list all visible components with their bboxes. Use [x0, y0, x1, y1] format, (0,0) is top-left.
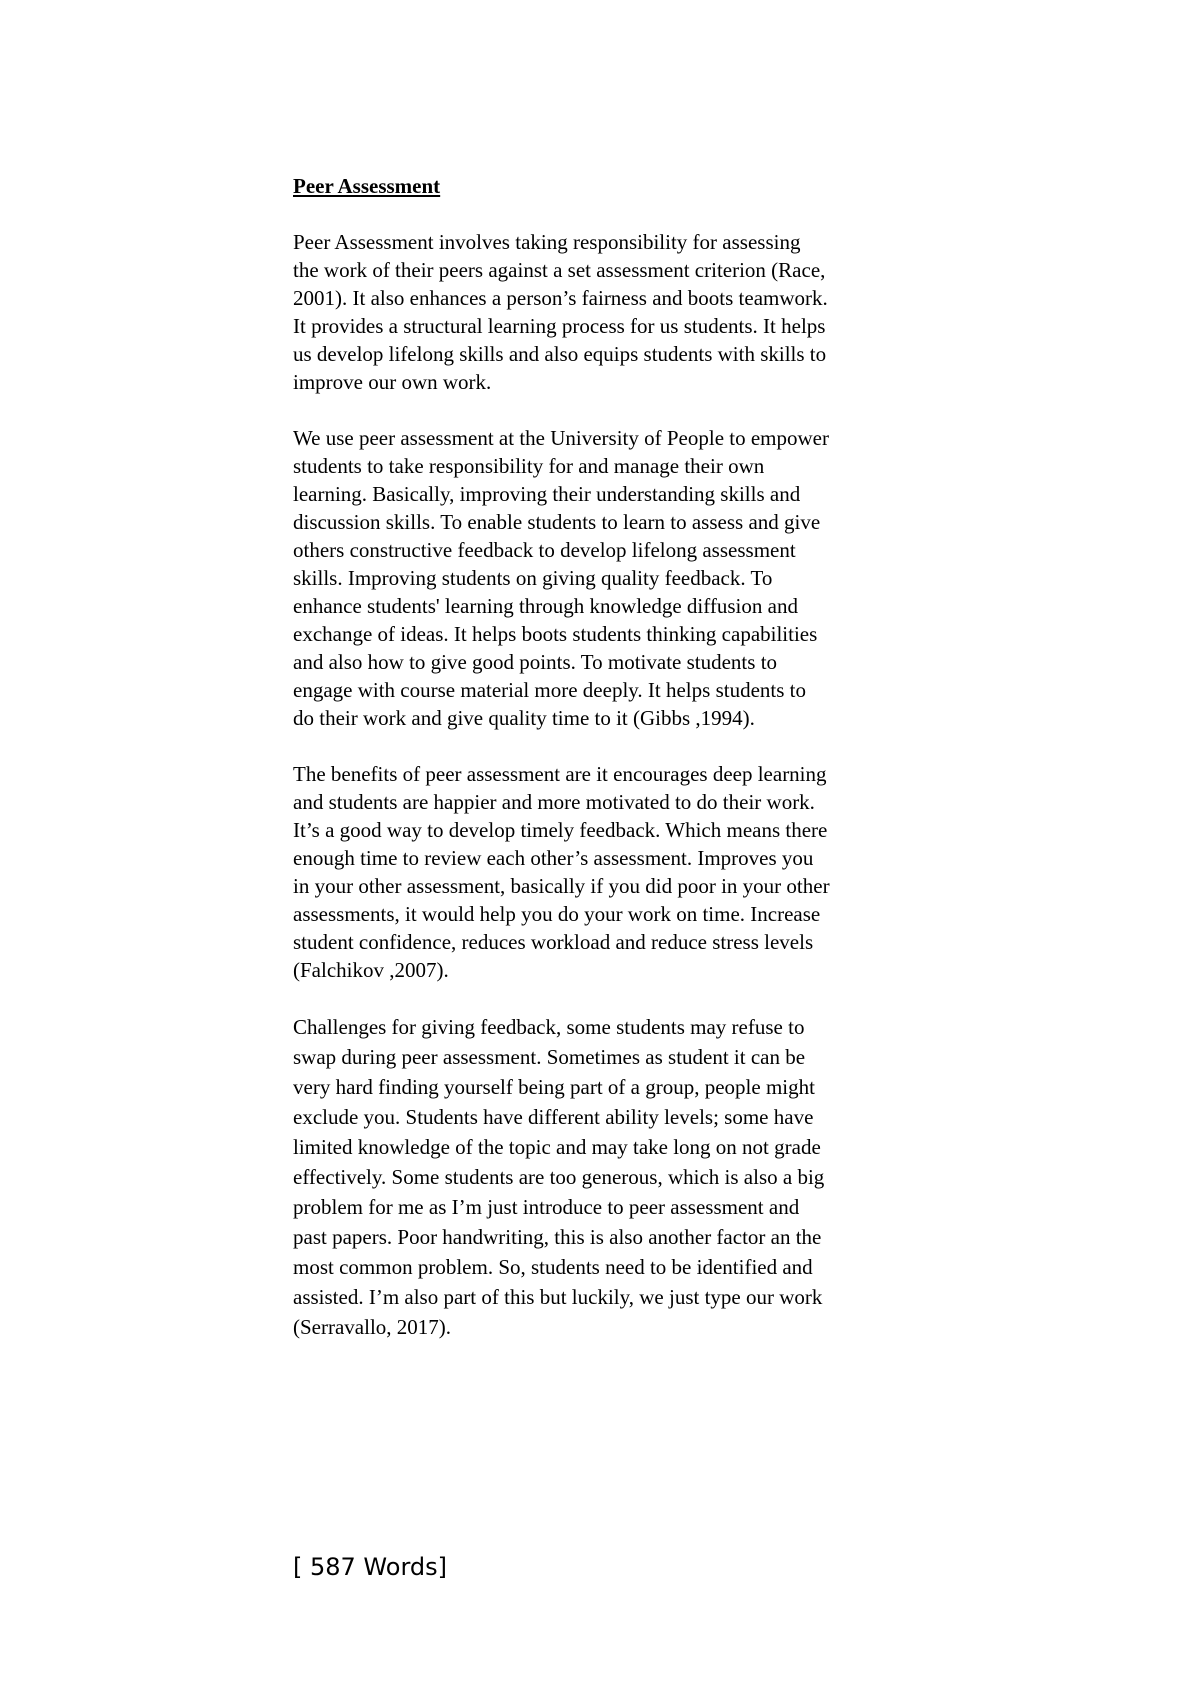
text-line: skills. Improving students on giving quality feedback. To	[293, 566, 773, 590]
text-line: past papers. Poor handwriting, this is also another factor an the	[293, 1225, 822, 1249]
text-line: enhance students' learning through knowledge diffusion and	[293, 594, 798, 618]
text-line: It’s a good way to develop timely feedback. Which means there	[293, 818, 828, 842]
text-line: swap during peer assessment. Sometimes as student it can be	[293, 1045, 806, 1069]
text-line: student confidence, reduces workload and reduce stress levels	[293, 930, 814, 954]
paragraph	[293, 228, 933, 396]
text-line: assisted. I’m also part of this but luckily, we just type our work	[293, 1285, 823, 1309]
text-line: (Falchikov ,2007).	[293, 958, 449, 982]
text-line: Peer Assessment involves taking responsibility for assessing	[293, 230, 801, 254]
text-line: It provides a structural learning process for us students. It helps	[293, 314, 826, 338]
text-line: learning. Basically, improving their understanding skills and	[293, 482, 801, 506]
text-line: The benefits of peer assessment are it encourages deep learning	[293, 762, 827, 786]
text-line: We use peer assessment at the University of People to empower	[293, 426, 829, 450]
text-line: very hard finding yourself being part of a group, people might	[293, 1075, 815, 1099]
text-line: 2001). It also enhances a person’s fairness and boots teamwork.	[293, 286, 828, 310]
text-line: enough time to review each other’s assessment. Improves you	[293, 846, 814, 870]
document-title: Peer Assessment	[293, 174, 441, 198]
text-line: the work of their peers against a set assessment criterion (Race,	[293, 258, 826, 282]
word-count-label: [ 587 Words]	[293, 1553, 447, 1581]
text-line: engage with course material more deeply. It helps students to	[293, 678, 806, 702]
text-line: and students are happier and more motivated to do their work.	[293, 790, 815, 814]
paragraph	[293, 1012, 933, 1342]
paragraphs-container	[293, 228, 933, 1342]
text-line: assessments, it would help you do your work on time. Increase	[293, 902, 821, 926]
text-line: most common problem. So, students need to be identified and	[293, 1255, 813, 1279]
text-line: Challenges for giving feedback, some students may refuse to	[293, 1015, 805, 1039]
text-line: do their work and give quality time to it (Gibbs ,1994).	[293, 706, 755, 730]
text-line: exclude you. Students have different ability levels; some have	[293, 1105, 814, 1129]
text-line: exchange of ideas. It helps boots students thinking capabilities	[293, 622, 818, 646]
text-line: (Serravallo, 2017).	[293, 1315, 452, 1339]
document-body	[293, 172, 933, 1370]
text-line: improve our own work.	[293, 370, 492, 394]
text-line: problem for me as I’m just introduce to peer assessment and	[293, 1195, 800, 1219]
paragraph	[293, 760, 933, 984]
text-line: in your other assessment, basically if you did poor in your other	[293, 874, 830, 898]
text-line: others constructive feedback to develop lifelong assessment	[293, 538, 796, 562]
text-line: effectively. Some students are too generous, which is also a big	[293, 1165, 825, 1189]
text-line: limited knowledge of the topic and may take long on not grade	[293, 1135, 821, 1159]
paragraph	[293, 424, 933, 732]
text-line: students to take responsibility for and manage their own	[293, 454, 765, 478]
text-line: discussion skills. To enable students to learn to assess and give	[293, 510, 821, 534]
text-line: and also how to give good points. To motivate students to	[293, 650, 778, 674]
text-line: us develop lifelong skills and also equips students with skills to	[293, 342, 827, 366]
